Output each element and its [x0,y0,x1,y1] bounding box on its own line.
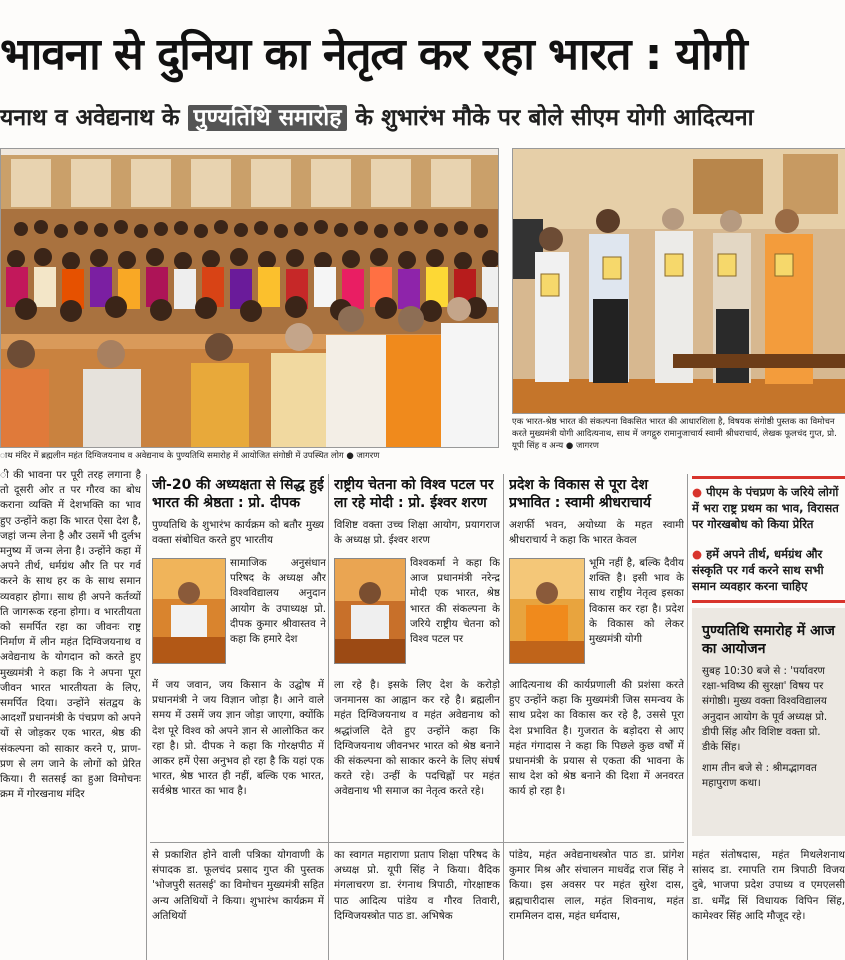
divider [328,474,329,960]
key-point [692,546,845,596]
article-intro: विशिष्ट वक्ता उच्च शिक्षा आयोग, प्रयागराज के अध्यक्ष प्रो. ईश्वर शरण [334,519,500,547]
article-column-1 [0,468,141,960]
section-heading: प्रदेश के विकास से पूरा देश प्रभावित : स्वामी श्रीधराचार्य [509,477,652,511]
bullet-icon: ● [692,547,703,561]
subheadline-end: के शुभारंभ मौके पर बोले सीएम योगी आदित्यना [347,105,754,131]
subheadline-highlight: पुण्यतिथि समारोह [188,105,348,131]
book-release-photo-caption: एक भारत-श्रेष्ठ भारत की संकल्पना विकसित भारत की आधारशिला है, विषयक संगोष्ठी पुस्तक का विमोचन करते मुख्यमंत्री योगी आदित्यनाथ, साथ में जगद्गुरु रामानुजाचार्य स्वामी श्रीधराचार्य, लेखक फूलचंद गुप्त, प्रो. यूपी सिंह व अन्य ● जागरण [512,417,837,451]
article-text: में जय जवान, जय किसान के उद्घोष में प्रधानमंत्री ने जय विज्ञान जोड़ा है। आने वाले समय में उसमें जय ज्ञान जोड़ा जाएगा, क्योंकि देश पूरे विश्व को अपने ज्ञान से आलोकित कर रहा है। प्रो. दीपक ने कहा कि गोरक्षपीठ में आकर हमें ऐसा अनुभव हो रहा है कि यहां एक भारत, श्रेष्ठ भारत ही नहीं, बल्कि एक भारत, सर्वश्रेष्ठ भारत का भाव है। [152,679,324,798]
divider [687,474,688,960]
article-text: ी की भावना पर पूरी तरह लगाना है तो दूसरी ओर त पर गौरव का बोध कराना व्यक्ति में देशभक्ति का भाव हुए उन्होंने कहा कि भारत ऐसा देश है, जहां जन्म लेना है और उसमें भी दुर्लभ मनुष्य में जन्म लेना है। उन्होंने कहा में अपने तीर्थ, धर्मग्रंथ और ति पर गर्व करने के साथ हर क के साथ समान व्यवहार होगा। साथ ही अपने कर्तव्यों ति जागरूक रहना होगा। व भारतीयता को समर्पित रहा का जीवनः राष्ट्र निर्माण में लीन महंत दिग्विजयनाथ व अवेद्यनाथ के योगदान को करते हुए मुख्यमंत्री ने कहा कि ने अपना पूरा जीवन भारत भारतीयता के लिए, समर्पित दिया। उन्होंने संतद्वय के आदर्शों प्रधानमंत्री के पंचप्रण को अपने यों से जोड़कर एक भारत, श्रेष्ठ की संकल्पना को साकार करने ए, प्राण-प्रण से लग जाने के लोगों को प्रेरित किया। री सतसई का हुआ विमोचनः क्रम में गोरखनाथ मंदिर [0,469,141,801]
audience-photo-illustration [1,149,498,447]
article-text: पांडेय, महंत अवेद्यनाथस्त्रोत पाठ डा. प्रांगेश कुमार मिश्र और संचालन माधवेंद्र राज सिंह ने किया। इस अवसर पर महंत सुरेश दास, ब्रह्मचारीदास लाल, महंत शिवनाथ, महंत राममिलन दास, महंत धर्मदास, [509,849,684,922]
speaker-photo-illustration [153,559,225,663]
audience-photo-caption: ाथ मंदिर में ब्रह्मलीन महंत दिग्विजयनाथ व अवेद्यनाथ के पुण्यतिथि समारोह में आयोजित संगोष्ठी में उपस्थित लोग ● जागरण [0,451,380,461]
audience-photo [0,148,499,448]
article-text: भूमि नहीं है, बल्कि दैवीय शक्ति है। इसी भाव के साथ राष्ट्रीय नेतृत्व इसका विकास कर रहा है। प्रदेश के विकास को लेकर मुख्यमंत्री योगी [589,557,684,646]
article-text: से प्रकाशित होने वाली पत्रिका योगवाणी के संपादक डा. फूलचंद प्रसाद गुप्त की पुस्तक 'भोजपुरी सतसई' का विमोचन मुख्यमंत्री सहित अन्य अतिथियों ने किया। शुभारंभ कार्यक्रम में अतिथियों [152,849,324,922]
subheadline-start: यनाथ व अवेद्यनाथ के [0,105,188,131]
divider [150,842,684,843]
article-text: सामाजिक अनुसंधान परिषद के अध्यक्ष और विश्वविद्यालय अनुदान आयोग के उपाध्यक्ष प्रो. दीपक कुमार श्रीवास्तव ने कहा कि हमारे देश [230,557,326,646]
article-text: आदित्यनाथ की कार्यप्रणाली की प्रशंसा करते हुए उन्होंने कहा कि मुख्यमंत्री जिस समन्वय के साथ प्रदेश का विकास कर रहे है, उससे पूरा देश प्रभावित है। गुजरात के बड़ोदरा से आए महंत गंगादास ने कहा कि पिछले कुछ वर्षों में प्रधानमंत्री के प्रयास से एकता की भावना के साथ देश को श्रेष्ठ बनाने की दिशा में अनवरत कार्य हो रहा है। [509,679,684,798]
headline: भावना से दुनिया का नेतृत्व कर रहा भारत : योगी [0,29,747,80]
speaker-photo [152,558,226,664]
book-release-photo-illustration [513,149,845,413]
accent-rule [692,600,845,603]
article-text: का स्वागत महाराणा प्रताप शिक्षा परिषद के अध्यक्ष प्रो. यूपी सिंह ने किया। वैदिक मंगलाचरण डा. रंगनाथ त्रिपाठी, गोरक्षाष्टक पाठ आदित्य पांडेय व गौरव तिवारी, दिग्विजयस्त्रोत पाठ डा. अभिषेक [334,849,500,922]
bullet-icon: ● [692,485,703,499]
accent-rule [692,476,845,479]
event-schedule-item: सुबह 10:30 बजे से : 'पर्यावरण रक्षा-भविष्य की सुरक्षा' विषय पर संगोष्ठी। मुख्य वक्ता विश्वविद्यालय अनुदान आयोग के पूर्व अध्यक्ष प्रो. डीपी सिंह और विशिष्ट वक्ता प्रो. डीके सिंह। [702,665,828,754]
article-text: ला रहे है। इसके लिए देश के करोड़ो जनमानस का आह्वान कर रहे है। ब्रह्मलीन महंत दिग्विजयनाथ व महंत अवेद्यनाथ को श्रद्धांजलि देते हुए उन्होंने कहा कि दिग्विजयनाथ जीवनभर भारत को श्रेष्ठ बनाने की संकल्पना को साकार करने के लिए संघर्ष करते रहे। उन्हीं के पदचिह्नों पर महंत अवेद्यनाथ भी समाज का नेतृत्व करते रहे। [334,679,500,798]
article-intro: अशर्फी भवन, अयोध्या के महत स्वामी श्रीधराचार्य ने कहा कि भारत केवल [509,519,684,547]
divider [503,474,504,960]
speaker-photo-illustration [335,559,405,663]
event-schedule-item: शाम तीन बजे से : श्रीमद्भागवत महापुराण कथा। [702,762,817,790]
divider [146,474,147,960]
section-heading: जी-20 की अध्यक्षता से सिद्ध हुई भारत की श्रेष्ठता : प्रो. दीपक [152,477,324,511]
article-intro: पुण्यतिथि के शुभारंभ कार्यक्रम को बतौर मुख्य वक्ता संबोधित करते हुए भारतीय [152,519,324,547]
key-point [692,484,845,544]
subheadline [0,100,845,142]
book-release-photo [512,148,845,414]
article-text: महंत संतोषदास, महंत मिथलेशनाथ सांसद डा. रमापति राम त्रिपाठी विजय दुबे, भाजपा प्रदेश उपाध्य व एमएलसी डा. धर्मेंद्र सिं विधायक विपिन सिंह, कामेश्वर सिंह आदि मौजूद रहे। [692,849,845,922]
section-heading: राष्ट्रीय चेतना को विश्व पटल पर ला रहे मोदी : प्रो. ईश्वर शरण [334,477,494,511]
speaker-photo [509,558,585,664]
event-schedule-box [692,608,845,836]
key-point-text: हमें अपने तीर्थ, धर्मग्रंथ और संस्कृति पर गर्व करने साथ सभी समान व्यवहार करना चाहिए [692,547,824,593]
article-text: विश्वकर्मा ने कहा कि आज प्रधानमंत्री नरेन्द्र मोदी एक भारत, श्रेष्ठ भारत की संकल्पना के जरिये राष्ट्रीय चेतना को विश्व पटल पर [410,557,500,646]
key-point-text: पीएम के पंचप्रण के जरिये लोगों में भरा राष्ट्र प्रथम का भाव, विरासत पर गोरखबोध को किया प्रेरित [692,485,839,531]
speaker-photo [334,558,406,664]
speaker-photo-illustration [510,559,584,663]
event-schedule-title: पुण्यतिथि समारोह में आज का आयोजन [702,623,835,657]
